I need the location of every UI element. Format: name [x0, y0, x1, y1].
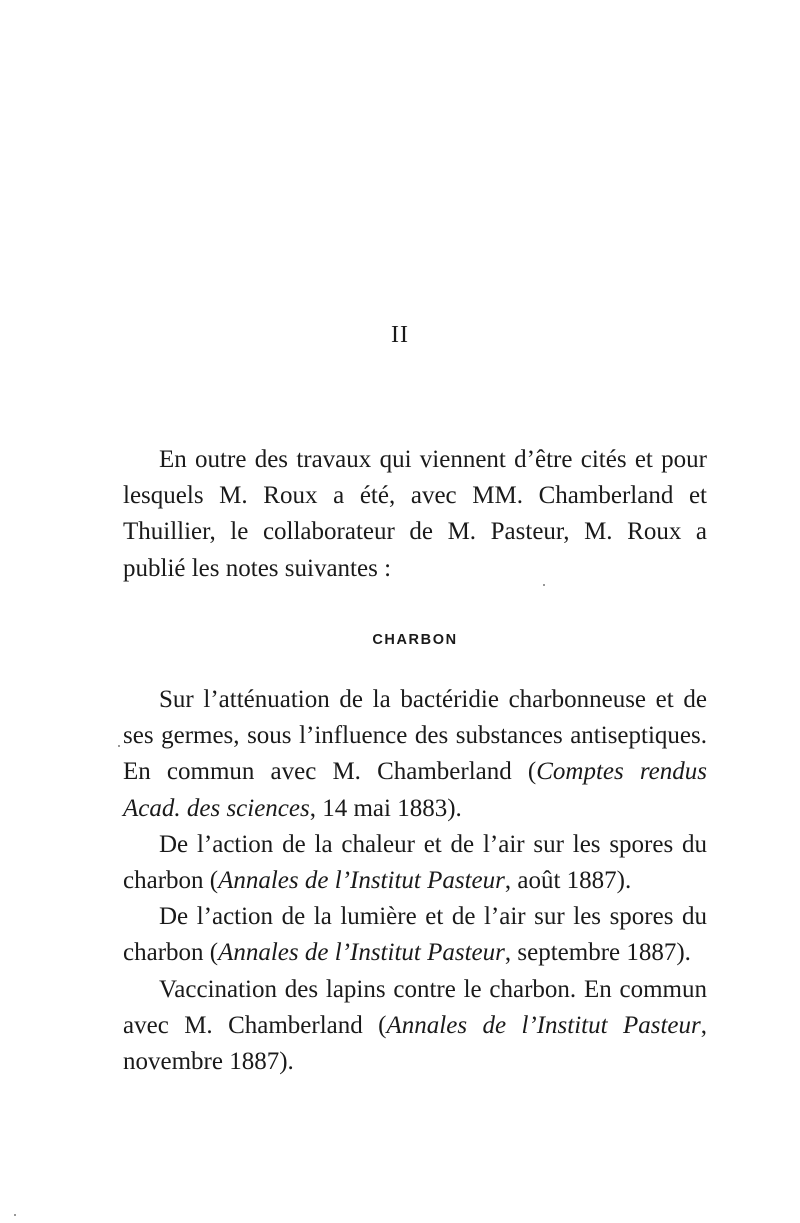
journal-title: Annales de l’Institut Pasteur [386, 1011, 701, 1039]
journal-title: Annales de l’Institut Pasteur [218, 939, 505, 967]
paper-speck [543, 584, 545, 586]
journal-title: Comptes rendus Acad. des sciences [123, 758, 707, 822]
paper-speck [14, 1214, 16, 1216]
entry-date: , août 1887). [504, 867, 632, 895]
intro-section [123, 442, 707, 587]
entry-date: , 14 mai 1883). [309, 794, 462, 822]
entry-text: De l’action de la chaleur et de l’air sur les spores du charbon ( [123, 830, 707, 895]
entry-date: , novembre 1887). [123, 1011, 707, 1076]
entry-text: Sur l’atténuation de la bactéridie charbonneuse et de ses germes, sous l’influence des substances antiseptiques. En commun avec M. Chamberland ( [123, 686, 707, 786]
publication-entry [123, 972, 707, 1081]
publication-entry [123, 827, 707, 899]
publication-entry [123, 682, 707, 827]
journal-title: Annales de l’Institut Pasteur [218, 867, 505, 895]
intro-paragraph: En outre des travaux qui viennent d’être cités et pour lesquels M. Roux a été, avec MM. Chamberland et Thuillier, le collaborateur de M. Pasteur, M. Roux a publié les notes suivantes : [123, 446, 707, 582]
publication-entry [123, 899, 707, 971]
entry-text: Vaccination des lapins contre le charbon. En commun avec M. Chamberland ( [123, 975, 707, 1039]
section-heading: CHARBON [372, 632, 458, 648]
entry-text: De l’action de la lumière et de l’air sur les spores du charbon ( [123, 903, 707, 967]
publication-list [123, 682, 707, 1080]
paper-speck [118, 745, 120, 747]
entry-date: , septembre 1887). [504, 939, 691, 967]
chapter-number: II [391, 322, 409, 348]
